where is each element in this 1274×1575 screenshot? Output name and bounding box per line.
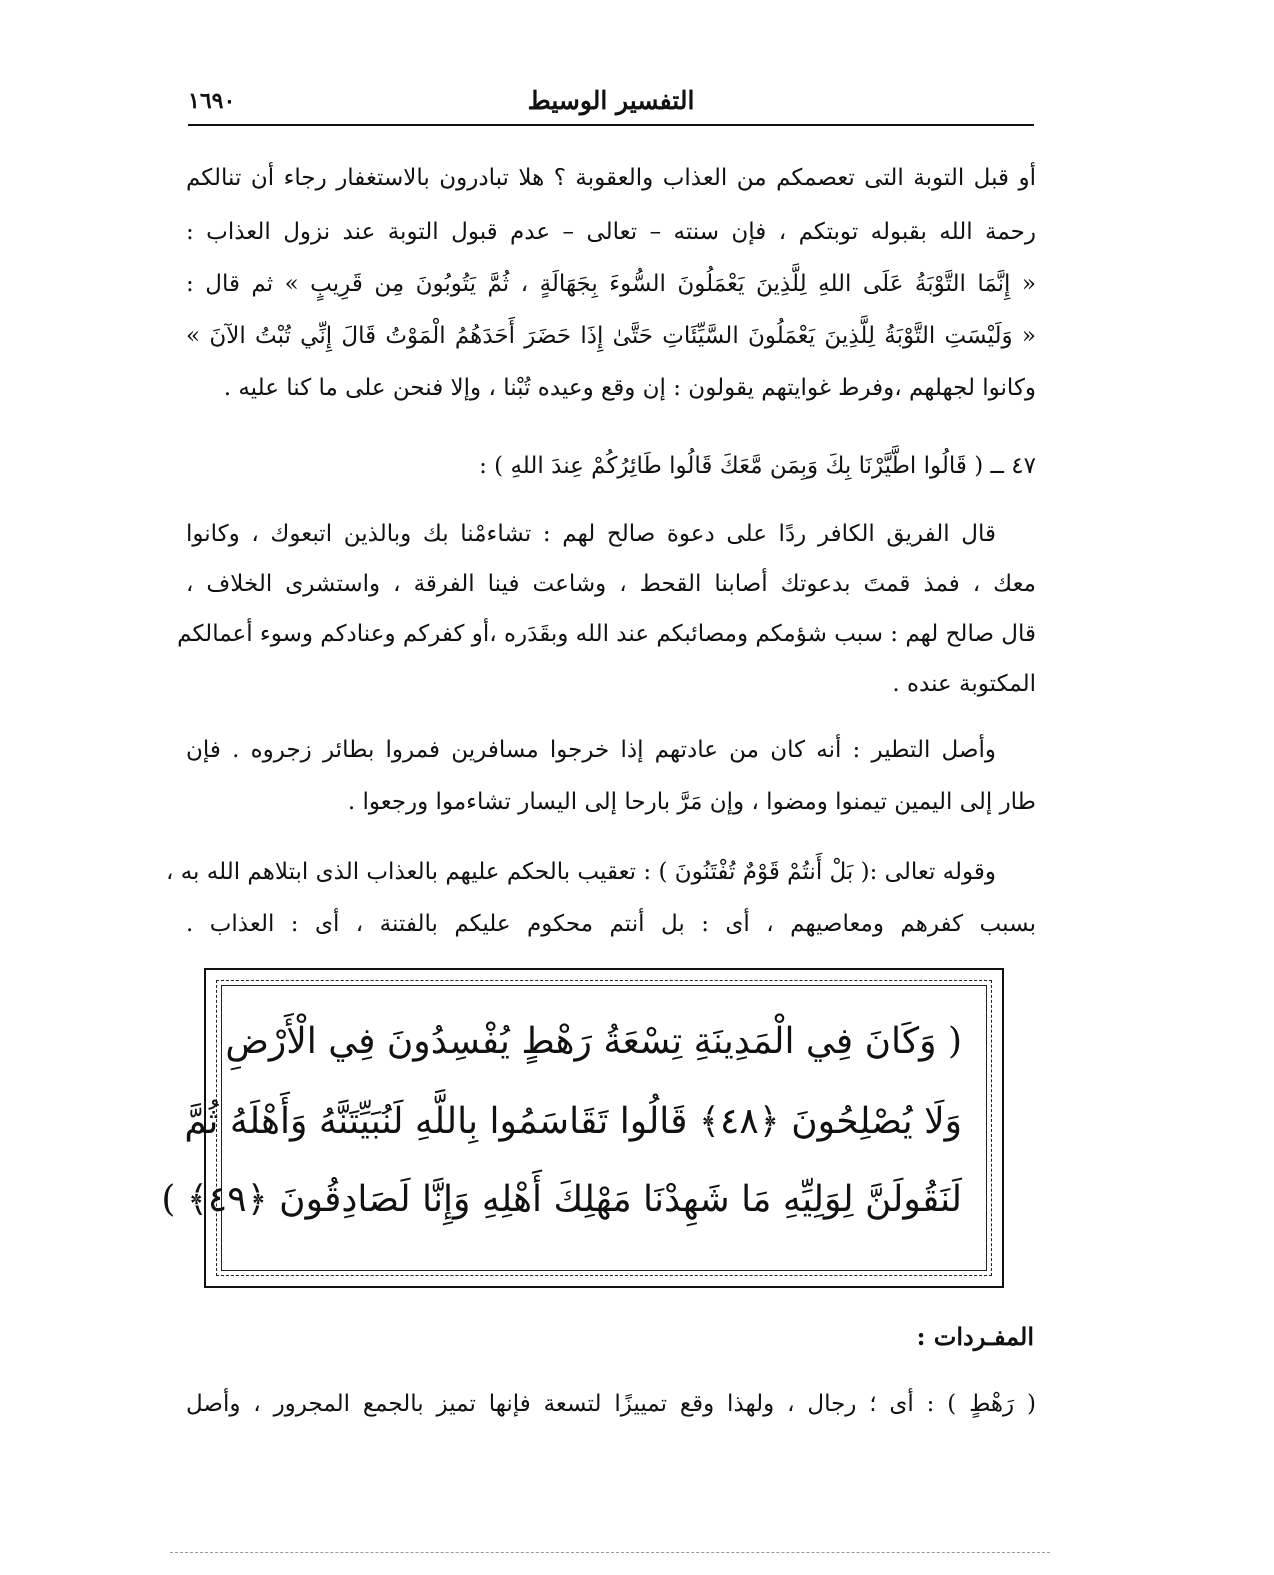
text-line: قال صالح لهم : سبب شؤمكم ومصائبكم عند الله وبقَدَره ،أو كفركم وعنادكم وسوء أعمالكم bbox=[177, 621, 1036, 647]
text-line: قال الفريق الكافر ردًا على دعوة صالح لهم : تشاءمْنا بك وبالذين اتبعوك ، وكانوا bbox=[186, 521, 996, 547]
page-header bbox=[188, 82, 1034, 126]
running-title: التفسير الوسيط bbox=[527, 86, 695, 115]
text-line: بسبب كفرهم ومعاصيهم ، أى : بل أنتم محكوم عليكم بالفتنة ، أى : العذاب . bbox=[186, 911, 1036, 937]
quran-verse-box bbox=[161, 968, 1004, 1288]
scan-edge-rule bbox=[170, 1552, 1050, 1553]
page-number: ١٦٩٠ bbox=[188, 88, 236, 114]
text-line: معك ، فمذ قمتَ بدعوتك أصابنا القحط ، وشاعت فينا الفرقة ، واستشرى الخلاف ، bbox=[186, 571, 1036, 597]
text-line: ( رَهْطٍ ) : أى ؛ رجال ، ولهذا وقع تمييزًا لتسعة فإنها تميز بالجمع المجرور ، وأصل bbox=[186, 1391, 1036, 1417]
text-line: وكانوا لجهلهم ،وفرط غوايتهم يقولون : إن وقع وعيده تُبْنا ، وإلا فنحن على ما كنا عليه . bbox=[223, 375, 1036, 401]
verse-line: ( وَكَانَ فِي الْمَدِينَةِ تِسْعَةُ رَهْطٍ يُفْسِدُونَ فِي الْأَرْضِ bbox=[225, 1021, 962, 1062]
vocabulary-heading: المفـردات : bbox=[916, 1322, 1034, 1351]
text-line: وقوله تعالى :( بَلْ أَنتُمْ قَوْمٌ تُفْتَنُونَ ) : تعقيب بالحكم عليهم بالعذاب الذى ابتلاهم الله به ، bbox=[165, 859, 996, 885]
quran-quote-line: « وَلَيْسَتِ التَّوْبَةُ لِلَّذِينَ يَعْمَلُونَ السَّيِّئَاتِ حَتَّىٰ إِذَا حَضَرَ أَحَدَهُمُ الْمَوْتُ قَالَ إِنِّي تُبْتُ الآنَ » bbox=[186, 323, 1036, 349]
verse-line: وَلَا يُصْلِحُونَ ﴿٤٨﴾ قَالُوا تَقَاسَمُوا بِاللَّهِ لَنُبَيِّتَنَّهُ وَأَهْلَهُ ثُمَّ bbox=[184, 1101, 962, 1142]
quran-quote-line: « إِنَّمَا التَّوْبَةُ عَلَى اللهِ لِلَّذِينَ يَعْمَلُونَ السُّوءَ بِجَهَالَةٍ ، ثُمَّ يَتُوبُونَ مِن قَرِيبٍ » ثم قال : bbox=[186, 271, 1037, 297]
text-line: طار إلى اليمين تيمنوا ومضوا ، وإن مَرَّ بارحا إلى اليسار تشاءموا ورجعوا . bbox=[347, 789, 1036, 815]
verse-heading: ٤٧ ــ ( قَالُوا اطَّيَّرْنَا بِكَ وَبِمَن مَّعَكَ قَالُوا طَائِرُكُمْ عِندَ اللهِ ) : bbox=[479, 453, 1036, 479]
text-line: رحمة الله بقبوله توبتكم ، فإن سنته – تعالى – عدم قبول التوبة عند نزول العذاب : bbox=[186, 219, 1036, 245]
text-line: أو قبل التوبة التى تعصمكم من العذاب والعقوبة ؟ هلا تبادرون بالاستغفار رجاء أن تنالكم bbox=[186, 165, 1036, 191]
text-line: المكتوبة عنده . bbox=[892, 671, 1036, 697]
text-line: وأصل التطير : أنه كان من عادتهم إذا خرجوا مسافرين فمروا بطائر زجروه . فإن bbox=[186, 737, 996, 763]
verse-line: لَنَقُولَنَّ لِوَلِيِّهِ مَا شَهِدْنَا مَهْلِكَ أَهْلِهِ وَإِنَّا لَصَادِقُونَ ﴿٤٩﴾ ) bbox=[161, 1179, 962, 1220]
